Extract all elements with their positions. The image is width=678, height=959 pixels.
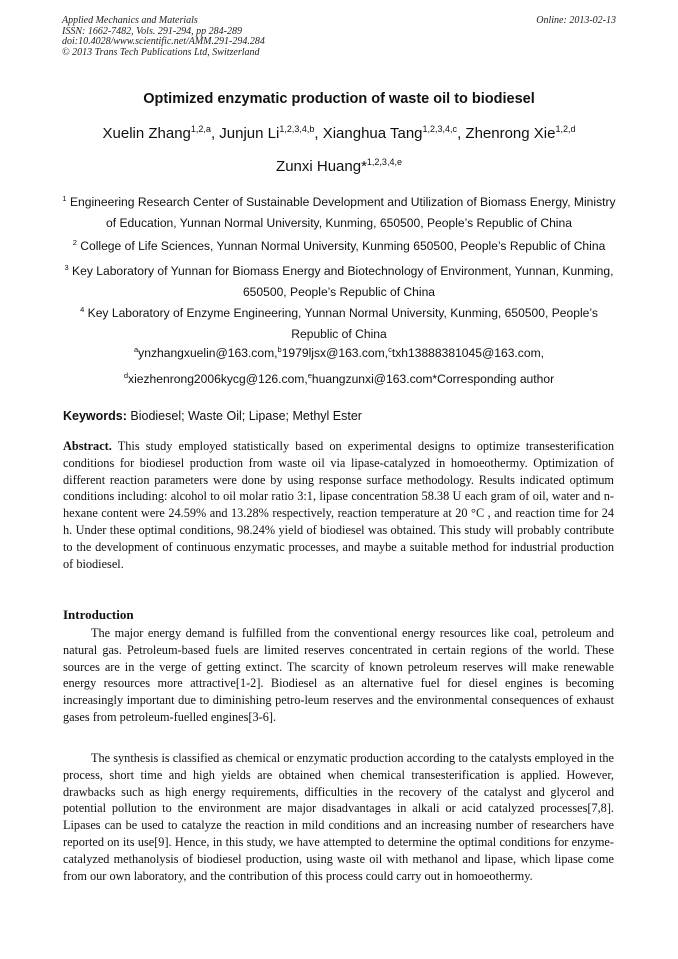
author-name: Xianghua Tang — [322, 125, 423, 142]
author-name: Junjun Li — [219, 125, 280, 142]
abstract-text: This study employed statistically based on experimental designs to optimize transesterification conditions for biodiesel production from waste oil via lipase-catalyzed in homoeothermy. Optimization of different reaction parameters were done by using response surface methodology. Results indicated optimum conditions including: alcohol to oil molar ratio 3:1, lipase concentration 58.38 U each gram of oil, water and n-hexane content were 24.59% and 13.28% respectively, reaction temperature at 20 °C , and reaction time for 24 h. Under these optimal conditions, 98.24% yield of biodiesel was obtained. This study will probably contribute to the development of continuous enzymatic processes, and maybe a suitable method for industrial production of biodiesel. — [63, 439, 614, 571]
journal-name: Applied Mechanics and Materials — [62, 15, 198, 26]
author-affiliation-marker: 1,2,3,4,b — [279, 124, 315, 134]
email-address: ynzhangxuelin@163.com, — [138, 346, 278, 360]
online-date: Online: 2013-02-13 — [536, 15, 616, 26]
email-line-2: $^d$xiezhenrong2006kycg@126.com,$^e$huangzunxi@163.com*Corresponding author — [123, 371, 555, 386]
introduction-paragraph-1: The major energy demand is fulfilled from the conventional energy resources like coal, petroleum and natural gas. Petroleum-based fuels are limited reserves concentrated in certain regions of the world. These sources are in the verge of getting extinct. The scarcity of known petroleum reserves will make renewable energy resources more attractive[1-2]. Biodiesel as an alternative fuel for diesel engines is becoming increasingly important due to diminishing petro-leum reserves and the environmental consequences of exhaust gases from petroleum-fuelled engines[3-6]. — [63, 626, 614, 724]
author-name: Xuelin Zhang — [102, 125, 191, 142]
abstract — [63, 438, 614, 572]
affiliation-3: $^3$ Key Laboratory of Yunnan for Biomass Energy and Biotechnology of Environment, Yunnan, Kunming, 650500, People’s Republic of China — [64, 263, 614, 299]
copyright-line: © 2013 Trans Tech Publications Ltd, Switzerland — [62, 46, 260, 58]
abstract-label: Abstract. — [63, 439, 112, 453]
paper-title: Optimized enzymatic production of waste oil to biodiesel — [143, 91, 535, 107]
affiliation-4: $^4$ Key Laboratory of Enzyme Engineering, Yunnan Normal University, Kunming, 650500, People’s Republic of China — [80, 305, 598, 341]
email-address: 1979ljsx@163.com, — [281, 346, 389, 360]
affiliation-1: $^1$ Engineering Research Center of Sustainable Development and Utilization of Biomass Energy, Ministry of Education, Yunnan Normal University, Kunming, 650500, People’s Republic of China — [62, 194, 616, 230]
author-name: Zunxi Huang* — [276, 158, 367, 175]
author-line-1: Xuelin Zhang$^{1,2,a}$, Junjun Li$^{1,2,3,4,b}$, Xianghua Tang$^{1,2,3,4,c}$, Zhenrong Xie$^{1,2,d}$ — [102, 124, 576, 142]
email-line-1: $^a$ynzhangxuelin@163.com,$^b$1979ljsx@163.com,$^c$txh13888381045@163.com, — [134, 345, 544, 360]
author-affiliation-marker: 1,2,d — [555, 124, 576, 134]
keywords-label: Keywords: — [63, 409, 127, 423]
issn-line: ISSN: 1662-7482, Vols. 291-294, pp 284-289 — [62, 25, 242, 37]
email-address: huangzunxi@163.com*Corresponding author — [311, 372, 555, 386]
keywords-text: Biodiesel; Waste Oil; Lipase; Methyl Ester — [126, 409, 362, 423]
author-affiliation-marker: 1,2,3,4,e — [366, 157, 402, 167]
keywords-line — [63, 409, 362, 423]
author-name: Zhenrong Xie — [465, 125, 556, 142]
affiliation-2: $^2$ College of Life Sciences, Yunnan Normal University, Kunming 650500, People’s Republic of China — [72, 238, 606, 253]
author-line-2 — [30, 158, 648, 175]
email-address: txh13888381045@163.com, — [391, 346, 544, 360]
email-address: xiezhenrong2006kycg@126.com, — [128, 372, 308, 386]
author-affiliation-marker: 1,2,3,4,c — [422, 124, 458, 134]
journal-header — [62, 16, 616, 58]
section-heading-introduction: Introduction — [63, 607, 134, 622]
author-affiliation-marker: 1,2,a — [190, 124, 211, 134]
introduction-paragraph-2: The synthesis is classified as chemical or enzymatic production according to the catalysts employed in the process, short time and high yields are obtained when chemical transesterification is applied. However, drawbacks such as high energy requirements, difficulties in the recovery of the catalyst and glycerol and potential pollution to the environment are major disadvantages in alkali or acid catalyzed processes[7,8]. Lipases can be used to catalyze the reaction in mild conditions and an increasing number of researchers have reported on its use[9]. Hence, in this study, we have attempted to determine the optimal conditions for enzyme-catalyzed methanolysis of biodiesel production, using waste oil with methanol and lipase, which lipase come from our own laboratory, and the contribution of this process could carry out in homoeothermy. — [63, 751, 614, 883]
doi-line: doi:10.4028/www.scientific.net/AMM.291-294.284 — [62, 36, 265, 48]
